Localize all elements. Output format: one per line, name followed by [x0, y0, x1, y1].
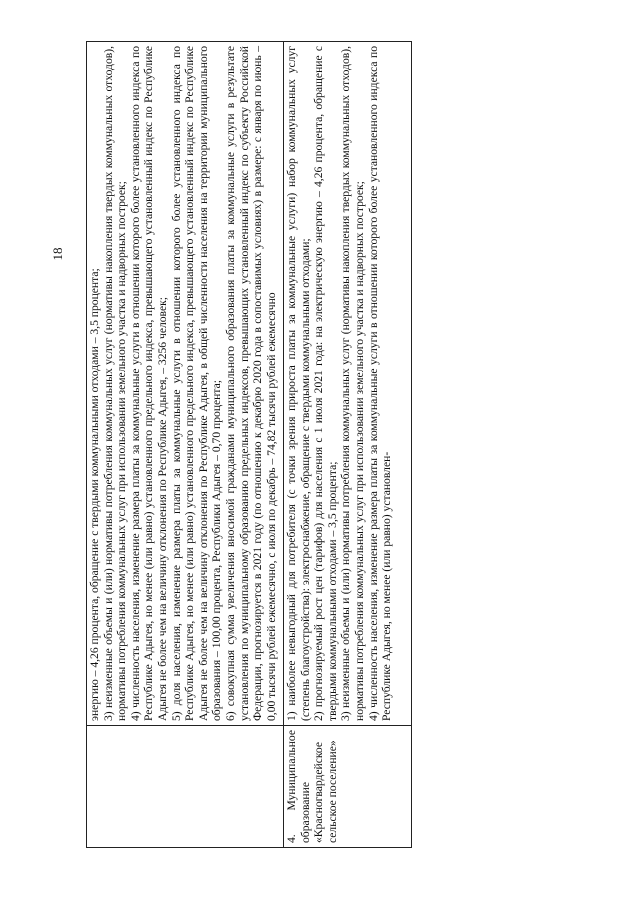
rotated-page-content	[86, 46, 411, 848]
condition-item: 4) численность населения, изменение размера платы за коммунальные услуги в отношении которого более установленного индекса по Республике Адыгея, но менее (или равно) установлен-	[366, 46, 394, 721]
condition-item: 1) наиболее невыгодный для потребителя (с точки зрения прироста платы за коммунальные услуги) набор коммунальных услуг (степень благоустройства): электроснабжение, обращение с твердыми коммунальными отходами;	[285, 46, 312, 721]
condition-item: 5) доля населения, изменение размера платы за коммунальные услуги в отношении которого более установленного индекса по Республике Адыгея, но менее (или равно) установленного предельного индекса, превышающего установленный индекс по Республике Адыгея не более чем на величину отклонения по Республике Адыгея, в общей численности населения на территории муниципального образования – 100,00 процента, Республики Адыгея – 0,70 процента;	[169, 46, 224, 721]
conditions-cell	[284, 42, 412, 726]
conditions-cell	[87, 42, 284, 726]
page-number: 18	[50, 247, 65, 261]
condition-item: 3) неизменные объемы и (или) нормативы потребления коммунальных услуг (нормативы накопления твердых коммунальных отходов), нормативы потребления коммунальных услуг при использовании земельного участка и надворных построек;	[339, 46, 366, 721]
table-row	[284, 42, 412, 848]
municipality-cell	[87, 726, 284, 848]
condition-item: 2) прогнозируемый рост цен (тарифов) для населения с 1 июля 2021 года: на электрическую энергию – 4,26 процента, обращение с твердыми коммунальными отходами – 3,5 процента;	[312, 46, 339, 721]
condition-item: энергию – 4,26 процента, обращение с твердыми коммунальными отходами – 3,5 процента;	[88, 268, 101, 721]
condition-item: 4) численность населения, изменение размера платы за коммунальные услуги в отношении которого более установленного индекса по Республике Адыгея, но менее (или равно) установленного предельного индекса, превышающего установленный индекс по Республике Адыгея не более чем на величину отклонения по Республике Адыгея, – 3256 человек;	[128, 46, 169, 721]
tariff-table	[86, 41, 412, 848]
condition-item: 3) неизменные объемы и (или) нормативы потребления коммунальных услуг (нормативы накопления твердых коммунальных отходов), нормативы потребления коммунальных услуг при использовании земельного участка и надворных построек;	[101, 46, 129, 721]
municipality-cell: 4. Муниципальное образование «Красногвардейское сельское поселение»	[284, 726, 412, 848]
table-row	[87, 42, 284, 848]
condition-item: 6) совокупная сумма увеличения вносимой гражданами муниципального образования платы за коммунальные услуги в результате установления по муниципальному образованию предельных индексов, превышающих установленный индекс по субъекту Российской Федерации, прогнозируется в 2021 году (по отношению к декабрю 2020 года в сопоставимых условиях) в размере: с января по июнь – 0,00 тысячи рублей ежемесячно, с июля по декабрь – 74,82 тысячи рублей ежемесячно	[223, 46, 278, 721]
